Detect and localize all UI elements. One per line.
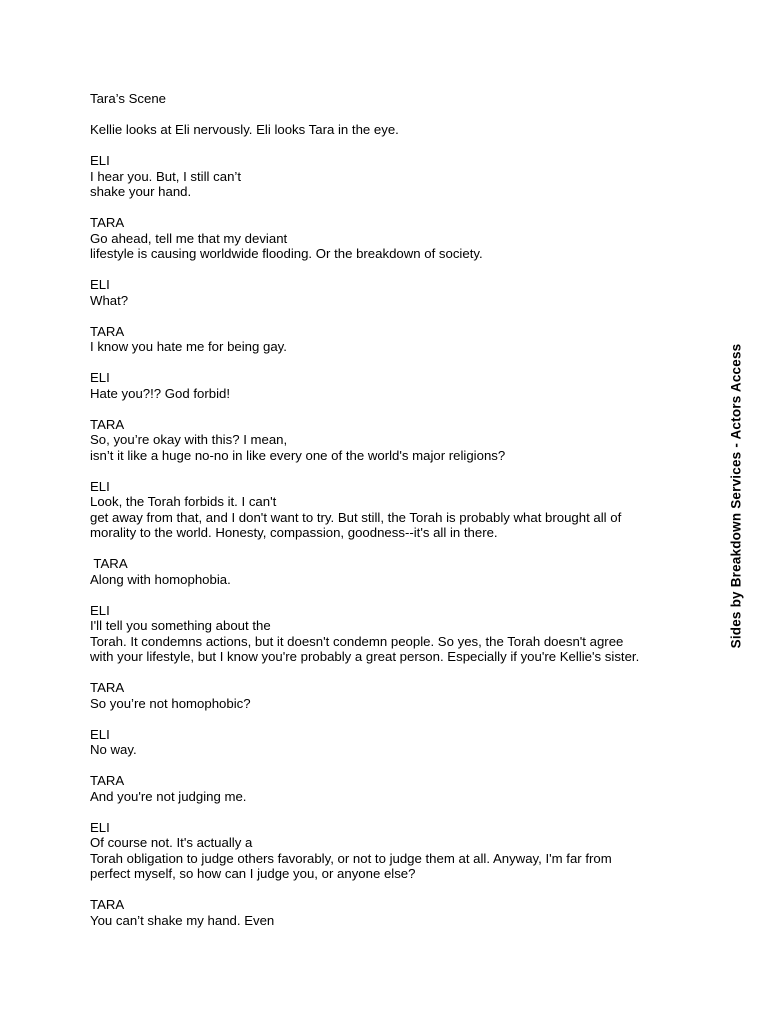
script-block xyxy=(90,215,690,262)
script-block xyxy=(90,479,690,541)
dialogue-line: morality to the world. Honesty, compassion, goodness--it's all in there. xyxy=(90,525,498,540)
speaker-name: ELI xyxy=(90,819,110,835)
script-block xyxy=(90,820,690,882)
dialogue-line: get away from that, and I don't want to try. But still, the Torah is probably what brought all of xyxy=(90,509,622,525)
dialogue-line: Torah obligation to judge others favorably, or not to judge them at all. Anyway, I'm far from xyxy=(90,850,612,866)
script-block xyxy=(90,727,690,758)
speaker-name: ELI xyxy=(90,602,110,618)
script-block xyxy=(90,370,690,401)
dialogue-line: So, you’re okay with this? I mean, xyxy=(90,432,288,447)
script-block xyxy=(90,897,690,928)
script-block xyxy=(90,680,690,711)
dialogue-line: Torah. It condemns actions, but it doesn't condemn people. So yes, the Torah doesn't agree xyxy=(90,633,624,649)
speaker-name: TARA xyxy=(90,680,125,695)
speaker-name: ELI xyxy=(90,726,110,742)
dialogue-line: with your lifestyle, but I know you're probably a great person. Especially if you're Kellie's sister. xyxy=(90,649,640,664)
scene-title: Tara’s Scene xyxy=(90,91,166,106)
script-block xyxy=(90,324,690,355)
dialogue-line: What? xyxy=(90,292,129,308)
script-block xyxy=(90,417,690,464)
dialogue-line: Kellie looks at Eli nervously. Eli looks Tara in the eye. xyxy=(90,122,399,137)
dialogue-line: I hear you. But, I still can’t xyxy=(90,168,241,184)
dialogue-line: And you're not judging me. xyxy=(90,788,247,804)
dialogue-line: lifestyle is causing worldwide flooding. Or the breakdown of society. xyxy=(90,246,483,261)
speaker-name: TARA xyxy=(90,215,125,230)
dialogue-line: You can’t shake my hand. Even xyxy=(90,912,275,928)
dialogue-line: Look, the Torah forbids it. I can't xyxy=(90,494,277,509)
dialogue-line: So you’re not homophobic? xyxy=(90,695,251,711)
dialogue-line: Hate you?!? God forbid! xyxy=(90,385,231,401)
scene-title-block xyxy=(90,91,690,107)
speaker-name: ELI xyxy=(90,153,110,168)
dialogue-line: No way. xyxy=(90,742,137,757)
dialogue-line: I know you hate me for being gay. xyxy=(90,339,287,354)
speaker-name: TARA xyxy=(90,773,125,788)
dialogue-line: Of course not. It's actually a xyxy=(90,835,253,850)
script-block xyxy=(90,153,690,200)
dialogue-line: shake your hand. xyxy=(90,184,192,199)
speaker-name: TARA xyxy=(90,556,128,571)
speaker-name: TARA xyxy=(90,897,125,912)
dialogue-line: Go ahead, tell me that my deviant xyxy=(90,230,288,246)
speaker-name: TARA xyxy=(90,323,125,339)
speaker-name: TARA xyxy=(90,416,125,432)
speaker-name: ELI xyxy=(90,478,110,494)
script-block xyxy=(90,773,690,804)
script-block xyxy=(90,556,690,587)
script-body xyxy=(90,91,690,928)
dialogue-line: I'll tell you something about the xyxy=(90,618,271,633)
script-block xyxy=(90,122,690,138)
script-block xyxy=(90,277,690,308)
watermark: Sides by Breakdown Services - Actors Access xyxy=(728,343,744,649)
dialogue-line: Along with homophobia. xyxy=(90,571,231,587)
speaker-name: ELI xyxy=(90,370,110,385)
dialogue-line: perfect myself, so how can I judge you, or anyone else? xyxy=(90,866,416,881)
dialogue-line: isn’t it like a huge no-no in like every one of the world's major religions? xyxy=(90,447,506,463)
script-block xyxy=(90,603,690,665)
speaker-name: ELI xyxy=(90,277,110,292)
